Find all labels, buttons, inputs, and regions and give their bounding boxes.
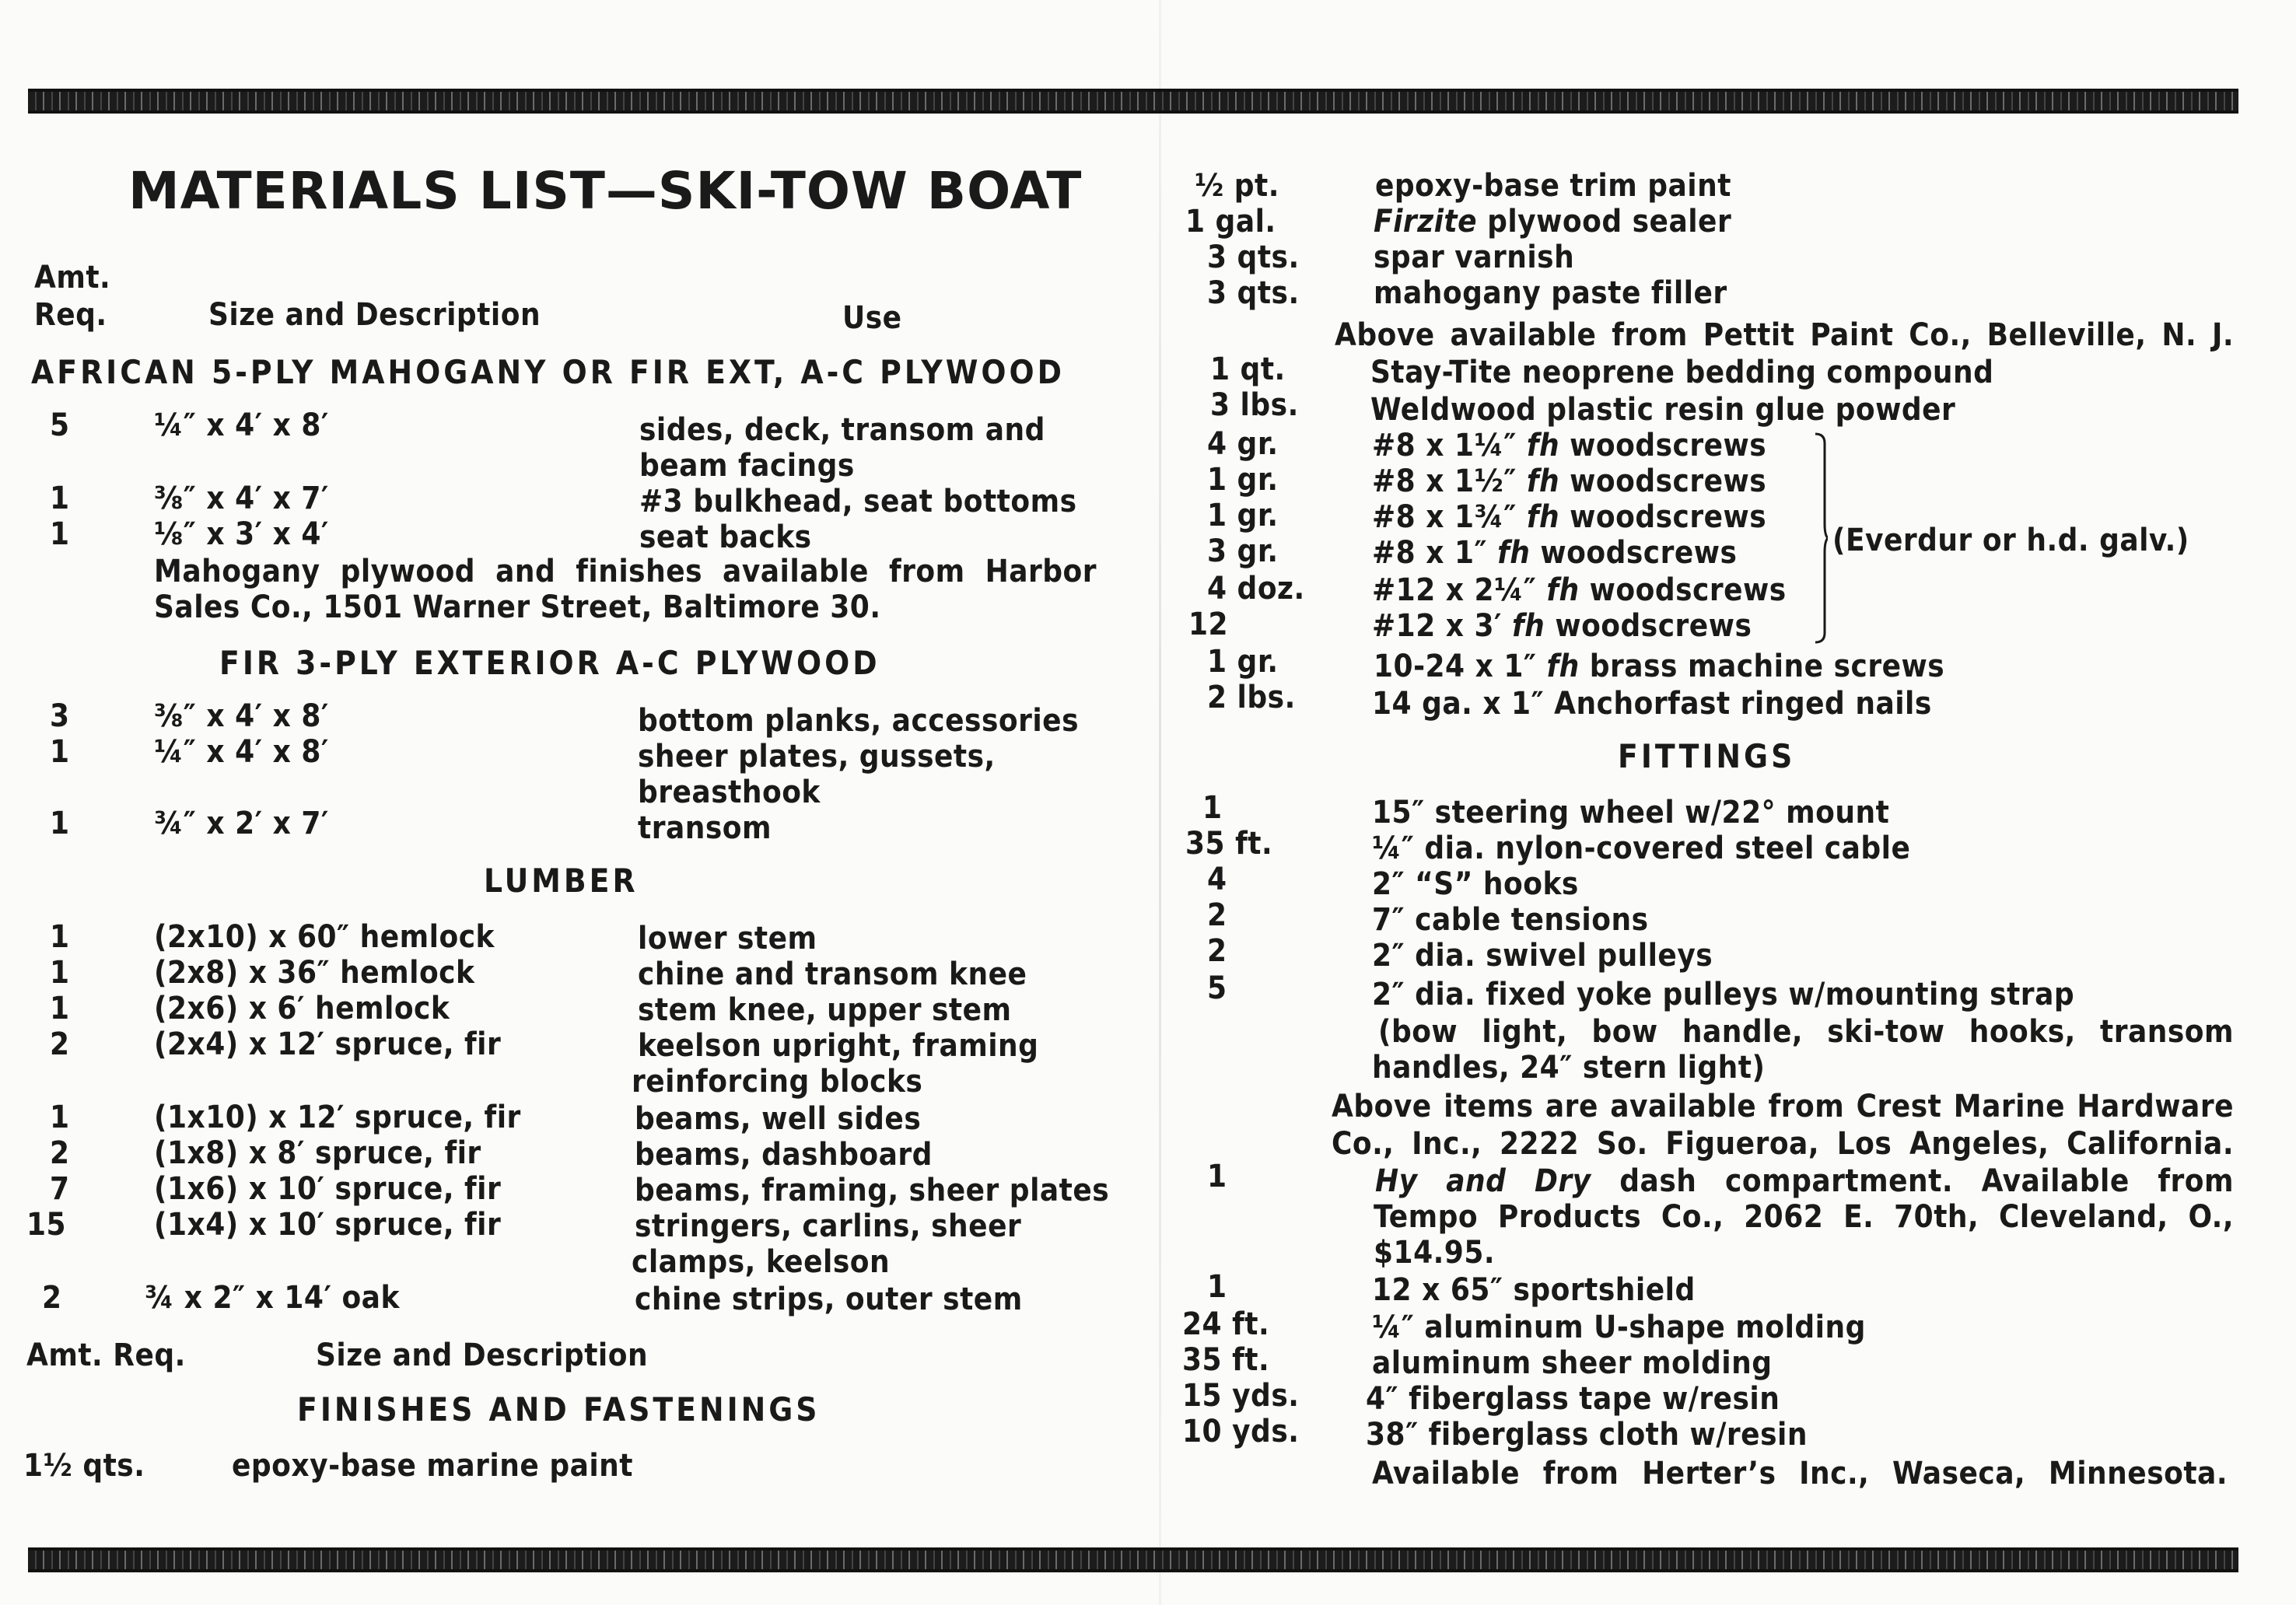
row-use: #3 bulkhead, seat bottoms (639, 484, 1077, 519)
screw-head: fh (1526, 428, 1560, 463)
row-use: beams, dashboard (635, 1137, 933, 1173)
screw-type: brass machine screws (1579, 649, 1945, 684)
screw-size: #8 x 1″ (1372, 535, 1498, 571)
row-qty: 3 qts. (1207, 240, 1300, 275)
row-qty: 2 lbs. (1207, 680, 1296, 715)
row-size: ¼″ x 4′ x 8′ (154, 407, 329, 443)
row-qty: 2 (50, 1026, 70, 1062)
row-desc: Stay-Tite neoprene bedding compound (1370, 355, 1994, 390)
bottom-rule (28, 1547, 2238, 1572)
row-size: ¾ x 2″ x 14′ oak (145, 1280, 400, 1316)
row-desc (1372, 608, 1752, 644)
fitting-note: (bow light, bow handle, ski-tow hooks, transom (1378, 1014, 2234, 1050)
screw-head: fh (1512, 608, 1545, 644)
row-desc: mahogany paste filler (1374, 275, 1727, 311)
row-use: beams, framing, sheer plates (635, 1173, 1110, 1208)
row-use: sheer plates, gussets, (638, 739, 996, 775)
supplier-note: Above available from Pettit Paint Co., Belleville, N. J. (1335, 317, 2234, 353)
row-qty: ½ pt. (1195, 168, 1279, 204)
row-qty: 3 lbs. (1210, 387, 1299, 423)
screw-head: fh (1546, 572, 1580, 608)
product-name: Hy and Dry (1375, 1163, 1591, 1199)
row-qty: 15 yds. (1182, 1378, 1300, 1414)
row-size: (1x4) x 10′ spruce, fir (154, 1207, 502, 1243)
brand-name: Firzite (1374, 204, 1478, 240)
row-desc (1372, 535, 1737, 571)
screw-size: #8 x 1¾″ (1372, 499, 1527, 535)
row-qty: 35 ft. (1185, 826, 1273, 862)
row-size: (2x6) x 6′ hemlock (154, 991, 450, 1026)
row-use: stringers, carlins, sheer (635, 1208, 1022, 1244)
screw-type: woodscrews (1545, 608, 1752, 644)
page-fold (1159, 0, 1161, 1605)
row-use: transom (638, 810, 772, 846)
row-qty: 1 (50, 481, 70, 516)
screw-size: #12 x 3′ (1372, 608, 1513, 644)
row-desc: 2″ dia. fixed yoke pulleys w/mounting strap (1372, 977, 2075, 1012)
screw-size: #8 x 1½″ (1372, 463, 1527, 499)
row-size: ⅜″ x 4′ x 7′ (154, 481, 329, 516)
row-qty: 1 gr. (1207, 644, 1279, 680)
row-desc: 2″ “S” hooks (1372, 866, 1579, 902)
row-qty: 2 (42, 1280, 62, 1316)
screw-type: woodscrews (1559, 428, 1767, 463)
row-qty: 24 ft. (1182, 1306, 1270, 1342)
row-use: bottom planks, accessories (638, 703, 1080, 739)
screw-head: fh (1526, 463, 1560, 499)
brace-note: (Everdur or h.d. galv.) (1832, 523, 2189, 558)
col-header-req: Req. (34, 297, 107, 333)
row-use-cont: beam facings (639, 448, 855, 484)
row-desc (1374, 649, 1944, 684)
row-qty: 35 ft. (1182, 1342, 1270, 1378)
row-use-cont: clamps, keelson (632, 1244, 891, 1280)
fitting-note-cont: handles, 24″ stern light) (1372, 1050, 1766, 1086)
row-qty: 1 (50, 734, 70, 770)
row-use: chine and transom knee (638, 956, 1027, 992)
row-desc-rest: plywood sealer (1477, 204, 1732, 240)
row-use: keelson upright, framing (638, 1028, 1039, 1064)
screw-head: fh (1526, 499, 1560, 535)
section-heading-fir: FIR 3-PLY EXTERIOR A-C PLYWOOD (219, 644, 880, 682)
brace-icon (1812, 432, 1828, 644)
supplier-note: Tempo Products Co., 2062 E. 70th, Cleveland, O., (1374, 1199, 2234, 1235)
row-qty: 2 (1207, 933, 1227, 969)
row-qty: 1 (50, 516, 70, 552)
screw-type: woodscrews (1559, 499, 1767, 535)
row-qty: 5 (50, 407, 70, 443)
col-header-amt-req: Amt. Req. (26, 1338, 186, 1373)
row-size: (1x10) x 12′ spruce, fir (154, 1100, 521, 1135)
row-size: ¾″ x 2′ x 7′ (154, 806, 329, 841)
row-qty: 1 (1202, 790, 1223, 826)
row-qty: 5 (1207, 970, 1227, 1006)
row-use: chine strips, outer stem (635, 1282, 1023, 1317)
row-size: (2x4) x 12′ spruce, fir (154, 1026, 502, 1062)
section-heading-lumber: LUMBER (484, 862, 639, 900)
row-qty: 3 gr. (1207, 533, 1279, 569)
row-qty: 4 (1207, 862, 1227, 897)
row-qty: 4 gr. (1207, 426, 1279, 462)
row-qty: 2 (50, 1135, 70, 1171)
screw-head: fh (1497, 535, 1531, 571)
row-qty: 1 gr. (1207, 498, 1279, 533)
row-desc: 2″ dia. swivel pulleys (1372, 938, 1713, 974)
col-header-amt: Amt. (34, 260, 111, 295)
row-desc (1372, 572, 1787, 608)
section-heading-mahogany: AFRICAN 5-PLY MAHOGANY OR FIR EXT, A-C PLYWOOD (31, 353, 1066, 391)
row-size: ⅜″ x 4′ x 8′ (154, 698, 329, 734)
row-qty: 4 doz. (1207, 571, 1305, 607)
row-use-cont: breasthook (638, 775, 821, 810)
row-qty: 10 yds. (1182, 1414, 1300, 1449)
row-qty: 7 (50, 1171, 70, 1207)
row-qty: 1½ qts. (23, 1448, 145, 1484)
col-header-use: Use (842, 300, 902, 336)
row-desc (1374, 204, 1731, 240)
row-desc: aluminum sheer molding (1372, 1345, 1773, 1381)
screw-size: 10-24 x 1″ (1374, 649, 1547, 684)
row-qty: 1 gr. (1207, 462, 1279, 498)
row-qty: 1 (50, 1100, 70, 1135)
col-header-size: Size and Description (208, 297, 541, 333)
col-header-size-2: Size and Description (316, 1338, 649, 1373)
row-size: ¼″ x 4′ x 8′ (154, 734, 329, 770)
row-desc (1372, 499, 1766, 535)
row-desc: 14 ga. x 1″ Anchorfast ringed nails (1372, 686, 1932, 722)
row-desc: 4″ fiberglass tape w/resin (1366, 1381, 1780, 1417)
row-size: (1x6) x 10′ spruce, fir (154, 1171, 502, 1207)
row-use-cont: reinforcing blocks (632, 1064, 923, 1100)
row-use: lower stem (638, 921, 817, 956)
row-qty: 1 (50, 955, 70, 991)
row-desc: 15″ steering wheel w/22° mount (1372, 795, 1890, 830)
row-desc (1372, 463, 1766, 499)
row-desc: ¼″ aluminum U-shape molding (1372, 1310, 1866, 1345)
row-size: (2x8) x 36″ hemlock (154, 955, 475, 991)
top-rule (28, 89, 2238, 114)
row-desc: ¼″ dia. nylon-covered steel cable (1372, 830, 1911, 866)
row-desc: 38″ fiberglass cloth w/resin (1366, 1417, 1808, 1453)
supplier-note: Above items are available from Crest Marine Hardware (1332, 1089, 2234, 1124)
page-title: MATERIALS LIST—SKI-TOW BOAT (128, 161, 1083, 221)
screw-type: woodscrews (1559, 463, 1767, 499)
row-desc: Weldwood plastic resin glue powder (1370, 392, 1956, 428)
row-qty: 2 (1207, 897, 1227, 933)
row-size: (2x10) x 60″ hemlock (154, 919, 495, 955)
row-desc: epoxy-base marine paint (232, 1448, 634, 1484)
row-use: sides, deck, transom and (639, 412, 1045, 448)
row-qty: 1 (50, 991, 70, 1026)
screw-type: woodscrews (1530, 535, 1738, 571)
row-use: stem knee, upper stem (638, 992, 1012, 1028)
supplier-note-cont: Sales Co., 1501 Warner Street, Baltimore 30. (154, 589, 881, 625)
section-heading-finishes: FINISHES AND FASTENINGS (297, 1390, 821, 1428)
row-desc: 7″ cable tensions (1372, 902, 1649, 938)
supplier-note: Available from Herter’s Inc., Waseca, Minnesota. (1372, 1456, 2228, 1491)
row-size: ⅛″ x 3′ x 4′ (154, 516, 329, 552)
row-desc (1372, 428, 1766, 463)
supplier-note: Mahogany plywood and finishes available from Harbor (154, 554, 1097, 589)
row-desc: spar varnish (1374, 240, 1575, 275)
row-qty: 1 (50, 806, 70, 841)
row-desc (1375, 1163, 2234, 1199)
screw-head: fh (1546, 649, 1580, 684)
row-qty: 3 qts. (1207, 275, 1300, 311)
row-qty: 3 (50, 698, 70, 734)
price: $14.95. (1374, 1235, 1496, 1271)
row-desc: 12 x 65″ sportshield (1372, 1272, 1696, 1308)
row-qty: 1 (1207, 1269, 1227, 1305)
screw-size: #12 x 2¼″ (1372, 572, 1547, 608)
row-desc: epoxy-base trim paint (1375, 168, 1731, 204)
row-qty: 1 (50, 919, 70, 955)
screw-size: #8 x 1¼″ (1372, 428, 1527, 463)
row-qty: 1 qt. (1210, 351, 1286, 387)
supplier-note-cont: Co., Inc., 2222 So. Figueroa, Los Angeles, California. (1332, 1126, 2234, 1162)
row-size: (1x8) x 8′ spruce, fir (154, 1135, 481, 1171)
row-qty: 1 (1207, 1159, 1227, 1194)
screw-type: woodscrews (1579, 572, 1787, 608)
row-use: beams, well sides (635, 1101, 922, 1137)
row-desc-rest: dash compartment. Available from (1591, 1163, 2235, 1199)
section-heading-fittings: FITTINGS (1618, 737, 1796, 775)
row-qty: 15 (26, 1207, 67, 1243)
row-use: seat backs (639, 519, 812, 555)
row-qty: 12 (1188, 607, 1229, 642)
row-qty: 1 gal. (1185, 204, 1276, 240)
